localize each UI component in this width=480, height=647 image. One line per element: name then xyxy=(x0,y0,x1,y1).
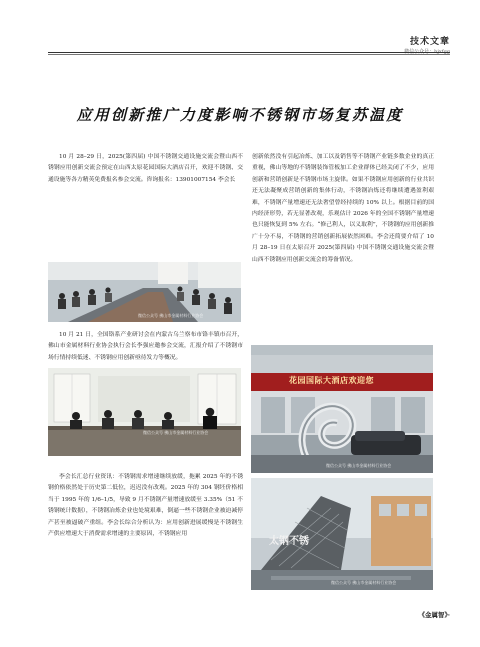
header-rule xyxy=(48,52,450,53)
left-col-para-1 xyxy=(48,152,243,186)
page-footer: 《金属智》· xyxy=(418,611,450,619)
meeting-photo-bottom-image xyxy=(48,368,241,456)
building-sign: 太钢不锈 xyxy=(269,536,309,547)
photo-watermark: 微信公众号 佛山市金属材料行业协会 xyxy=(326,463,392,468)
sculpture-photo xyxy=(251,478,433,590)
paragraph: 创新依然没有引起冶炼、加工以及销售等不锈钢产业链多数企业的真正重视，佛山等地的不锈钢装饰管板加工企业群体已经关闭了不少，应用创新和营销创新是不锈钢市场主旋律。如果不锈钢应用创新的行业共识还无法凝聚成营销创新的集体行动，不锈钢冶炼还将继续遭遇盈利艰难，不锈钢产量增速还无法奢望曾经持续的 10% 以上。根据目前的国内经济形势，若无显著改观，乐观估计 2026 年的全国不锈钢产量增速也只能恢复到 5% 左右。“修己利人，以义取利”，不锈钢的应用创新推广十分不易，不锈钢的营销创新拓展依然困难。李会还简要介绍了 10 月 28–19 日在太原召开 2025(第四届) 中国不锈钢交通设施交流会暨山西不锈钢应用创新交流会的筹备情况。 xyxy=(252,154,434,263)
left-col-para-3 xyxy=(48,472,243,540)
article-title: 应用创新推广力度影响不锈钢市场复苏温度 xyxy=(76,106,404,124)
paragraph: 10 月 21 日，全国铬系产业研讨会在内蒙古乌兰察布市铬丰镇市召开，佛山市金属材料行业协会执行会长李强应邀参会交流，汇报介绍了不锈钢市场行情持续低迷、不锈钢应用创新亟待发力等概况。 xyxy=(48,332,243,361)
header-rule-thin xyxy=(48,54,450,55)
paragraph: 10 月 28–29 日，2025(第四届) 中国不锈钢交通设施交流会暨山西不锈钢应用创新交流会预定在山西太原花园国际大酒店召开，欢迎不锈钢、交通设施等各方精英免费报名参会交流。咨询报名：13901007154 李会长 xyxy=(48,154,243,183)
photo-watermark: 微信公众号 佛山市金属材料行业协会 xyxy=(331,580,397,585)
hotel-sign: 花园国际大酒店欢迎您 xyxy=(289,376,374,385)
hotel-photo xyxy=(251,345,433,473)
photo-watermark: 微信公众号 佛山市金属材料行业协会 xyxy=(143,430,209,435)
hotel-photo-image xyxy=(251,345,433,473)
paragraph: 李会长汇总行业资讯：不锈钢需求增速继续放缓，拖累 2025 年的不锈钢价格依然处于历史第二低位，迟迟没有改观。2025 年的 304 钢坯价格相当于 1995 年的 1/6–1/5，导致 9 月不锈钢产量增速放缓至 3.35%（51 不锈钢统计数据），不锈钢冶炼企业也处境艰难，倒逼一些不锈钢企业被迫减停产甚至被逼破产重组。李会长综合分析认为：应用创新进展缓慢是不锈钢生产供应增速大于消费需求增速的主要原因，不锈钢应用 xyxy=(48,474,243,538)
photo-watermark: 微信公众号 佛山市金属材料行业协会 xyxy=(138,313,204,318)
right-col-para-1 xyxy=(252,152,434,266)
meeting-photo-top xyxy=(48,262,241,322)
section-label: 技术文章 xyxy=(409,37,450,47)
wechat-id: 微信公众号：bjxfgg xyxy=(404,49,450,55)
left-col-para-2 xyxy=(48,330,243,364)
meeting-photo-bottom xyxy=(48,368,241,456)
